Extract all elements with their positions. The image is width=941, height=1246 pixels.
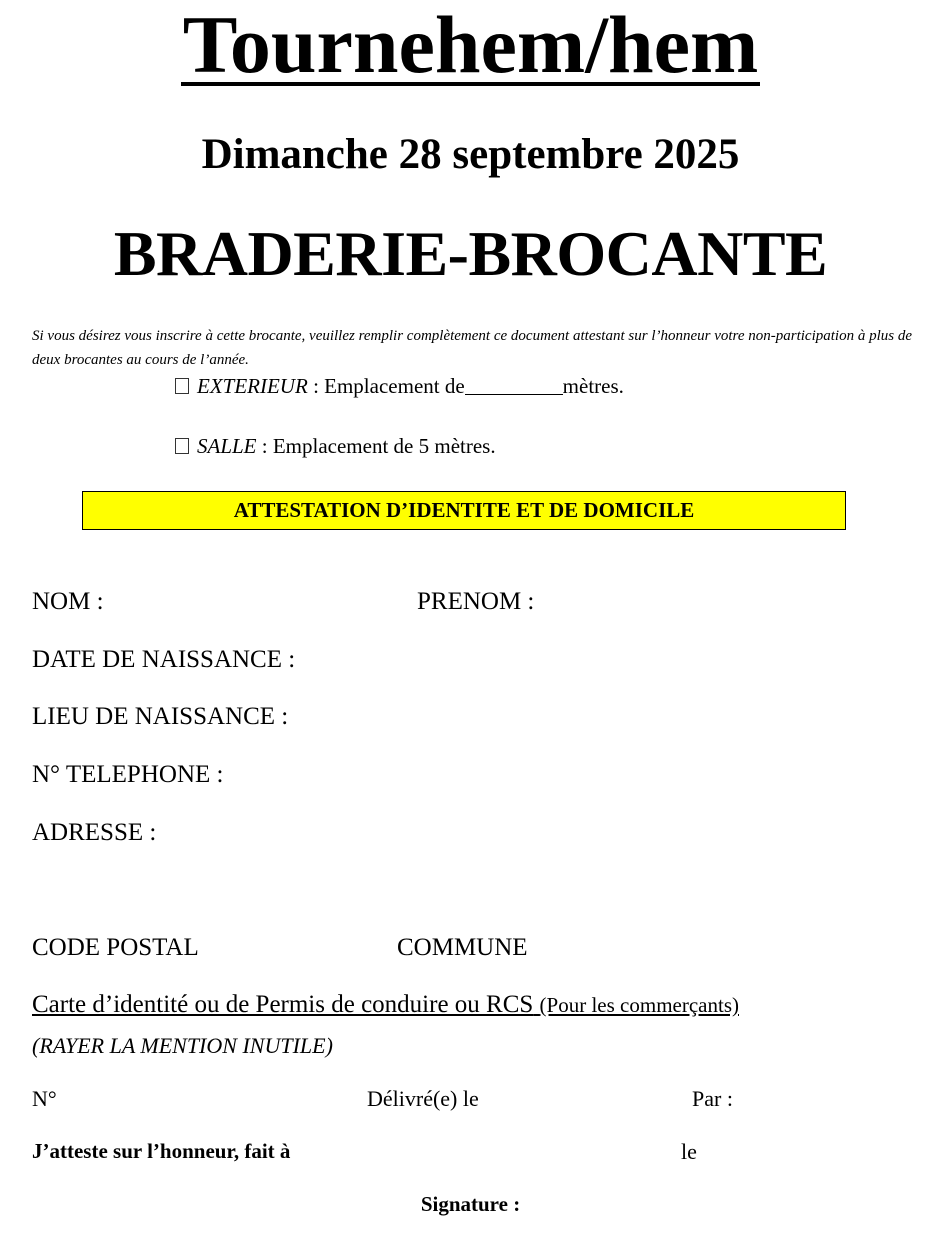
field-adresse: ADRESSE :: [32, 819, 157, 846]
attestation-statement: J’atteste sur l’honneur, fait à: [32, 1139, 291, 1163]
field-prenom: PRENOM :: [417, 588, 535, 615]
field-id-numero: N°: [32, 1086, 57, 1111]
option-exterieur-text: : Emplacement de: [307, 374, 465, 398]
field-commune: COMMUNE: [397, 934, 528, 961]
attestation-banner: ATTESTATION D’IDENTITE ET DE DOMICILE: [82, 491, 846, 530]
field-delivre: Délivré(e) le: [367, 1086, 479, 1111]
option-salle-label: SALLE: [197, 434, 257, 458]
field-par: Par :: [692, 1086, 733, 1111]
field-le: le: [681, 1139, 697, 1164]
option-salle[interactable]: [175, 436, 496, 457]
field-date-naissance: DATE DE NAISSANCE :: [32, 646, 296, 673]
checkbox-exterieur[interactable]: [175, 378, 189, 394]
document-title: Tournehem/hem: [182, 0, 759, 90]
field-telephone: N° TELEPHONE :: [32, 761, 224, 788]
option-exterieur[interactable]: [175, 376, 624, 397]
event-date: Dimanche 28 septembre 2025: [201, 131, 740, 178]
event-name: BRADERIE-BROCANTE: [113, 218, 828, 289]
option-exterieur-unit: mètres.: [562, 374, 624, 398]
option-exterieur-label: EXTERIEUR: [197, 374, 308, 398]
id-document-label: Carte d’identité ou de Permis de conduire ou RCS (Pour les commerçants): [32, 991, 739, 1018]
field-code-postal: CODE POSTAL: [32, 934, 199, 961]
intro-text: Si vous désirez vous inscrire à cette brocante, veuillez remplir complètement ce document attestant sur l’honneur votre non-participation à plus de deux brocantes au cours de l’année.: [32, 328, 912, 368]
field-nom: NOM :: [32, 588, 104, 615]
option-salle-text: : Emplacement de 5 mètres.: [256, 434, 496, 458]
signature-label: Signature :: [420, 1192, 521, 1216]
checkbox-salle[interactable]: [175, 438, 189, 454]
field-lieu-naissance: LIEU DE NAISSANCE :: [32, 703, 289, 730]
length-blank[interactable]: [465, 376, 563, 395]
id-document-instruction: (RAYER LA MENTION INUTILE): [32, 1033, 333, 1058]
